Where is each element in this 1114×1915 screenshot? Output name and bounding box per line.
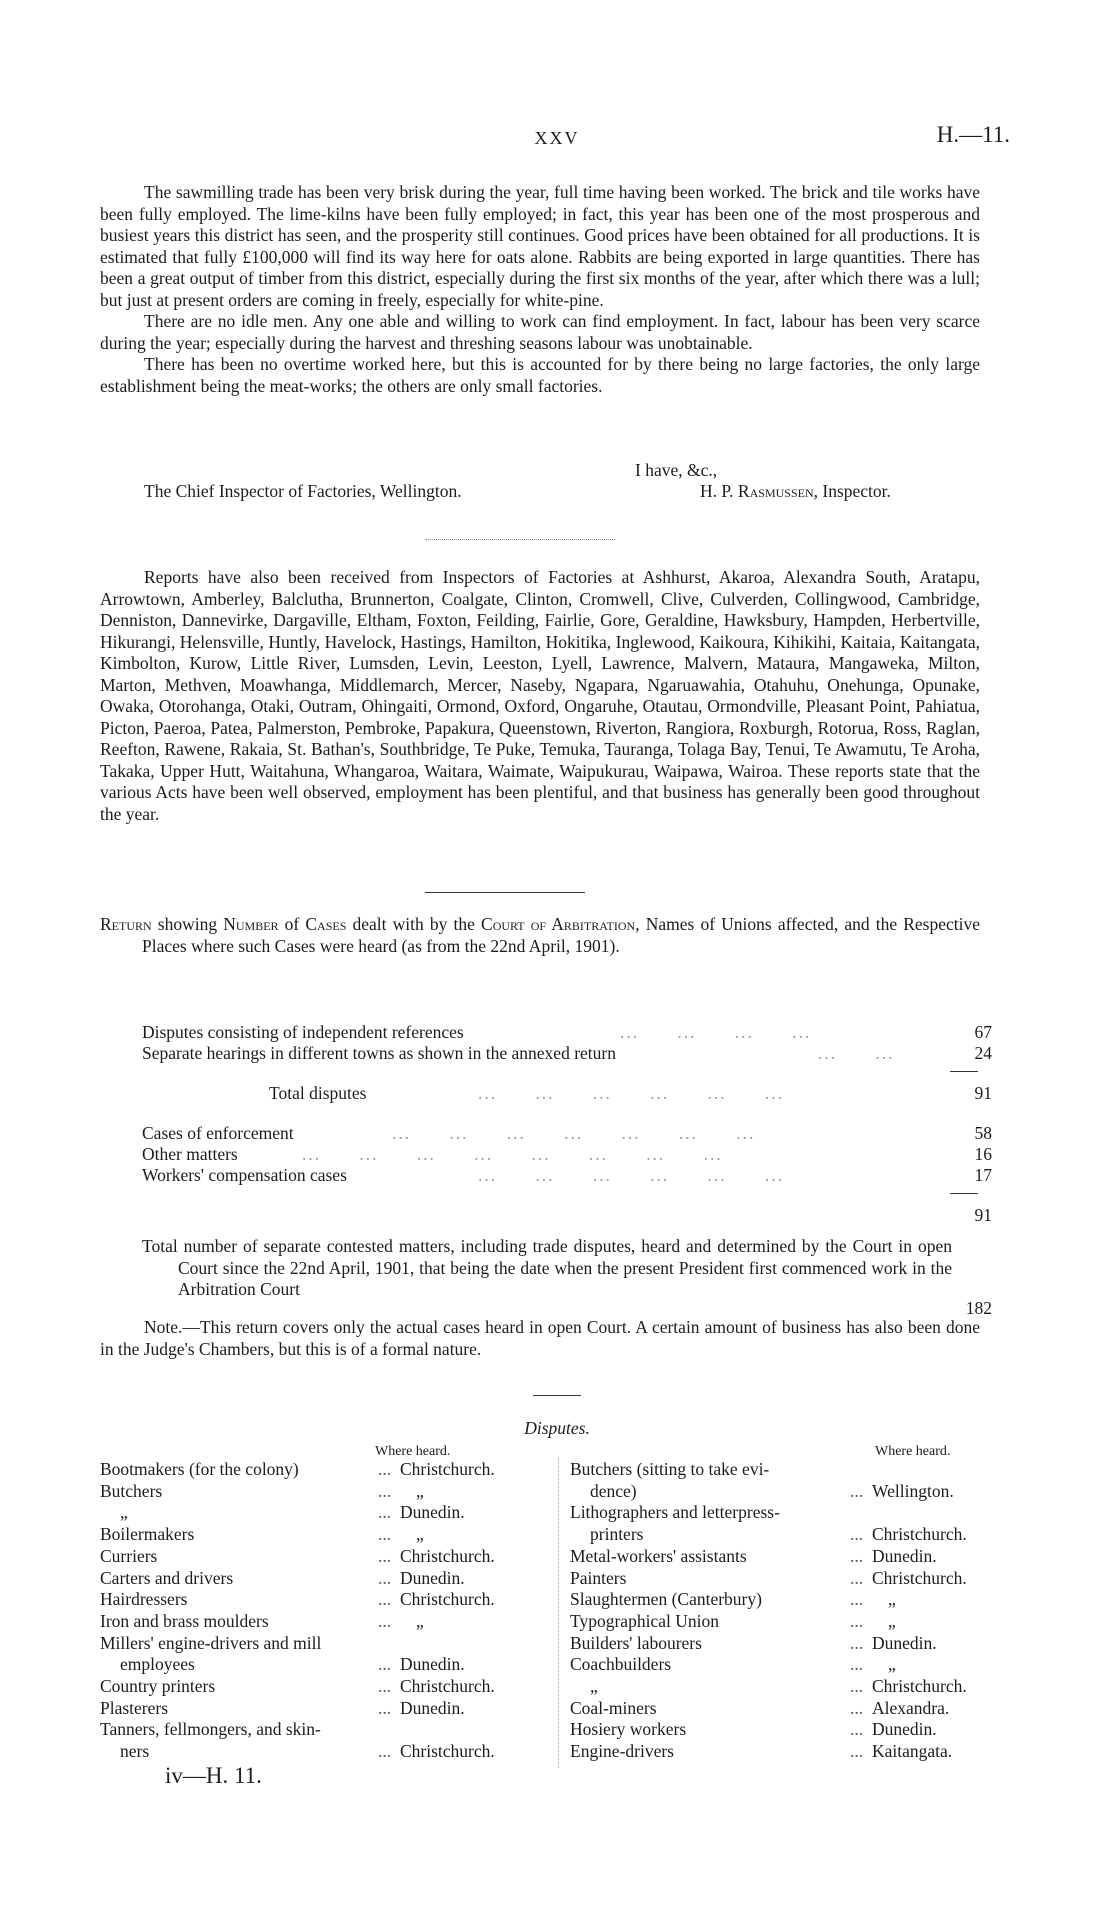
hearing-place: Dunedin.	[872, 1545, 937, 1566]
paragraph-trade: The sawmilling trade has been very brisk during the year, full time having been worked. The brick and tile works have been fully employed. The lime-kilns have been fully employed; in fact, this year has been one of the most prosperous and busiest years this district has seen, and the prosperity still continues. Good prices have been obtained for all productions. It is estimated that fully £100,000 will find its way here for oats alone. Rabbits are being exported in large quantities. There has been a great output of timber from this district, especially during the first six months of the year, after which there was a lull; but just at present orders are coming in freely, especially for white-pine.	[100, 182, 980, 310]
section-divider	[425, 539, 615, 540]
where-heard-header-right: Where heard.	[875, 1444, 951, 1459]
leader-dots: ...	[378, 1589, 392, 1610]
return-row-label: Disputes consisting of independent references	[142, 1022, 464, 1042]
leader-dots: ... ... ... ...	[620, 1022, 812, 1042]
hearing-place: Dunedin.	[872, 1719, 937, 1740]
union-name: „	[590, 1676, 598, 1696]
return-heading-part: showing	[151, 914, 224, 934]
hearing-place: „	[888, 1654, 896, 1675]
leader-dots: ...	[850, 1567, 864, 1588]
union-name: Butchers	[100, 1480, 163, 1501]
hearing-place: „	[416, 1480, 424, 1501]
return-row-label: Cases of enforcement	[142, 1123, 294, 1143]
hearing-place: Christchurch.	[872, 1676, 967, 1696]
union-name: Boilermakers	[100, 1524, 195, 1545]
section-divider	[533, 1395, 581, 1396]
return-row-value: 16	[974, 1144, 992, 1164]
union-name: Curriers	[100, 1545, 158, 1566]
column-divider	[558, 1458, 559, 1768]
where-heard-header-left: Where heard.	[375, 1444, 451, 1459]
leader-dots: ...	[850, 1719, 864, 1740]
leader-dots: ...	[850, 1654, 864, 1675]
union-name: Iron and brass moulders	[100, 1610, 269, 1631]
document-reference: H.—11.	[936, 122, 1010, 147]
union-name: Country printers	[100, 1676, 216, 1696]
union-name: Coachbuilders	[570, 1654, 672, 1675]
leader-dots: ...	[378, 1654, 392, 1675]
inspector-name: H. P. Rasmussen	[700, 481, 814, 501]
return-row	[142, 1165, 992, 1187]
hearing-place: Christchurch.	[400, 1545, 495, 1566]
disputes-title: Disputes.	[524, 1418, 590, 1438]
return-row-label: Other matters	[142, 1144, 238, 1164]
return-heading-part: Cases	[305, 914, 347, 934]
return-row-label: Separate hearings in different towns as shown in the annexed return	[142, 1043, 616, 1063]
leader-dots: ...	[378, 1567, 392, 1588]
closing-salutation: I have, &c.,	[635, 460, 718, 480]
return-heading-part: Return	[100, 914, 152, 934]
return-note	[100, 1317, 980, 1360]
return-row-value: 67	[974, 1022, 992, 1042]
return-row-value: 58	[974, 1123, 992, 1143]
union-name: printers	[590, 1524, 644, 1545]
leader-dots: ...	[378, 1524, 392, 1545]
hearing-place: Dunedin.	[400, 1502, 465, 1523]
return-heading-part: Court of Arbitration	[481, 914, 636, 934]
report-body	[100, 182, 980, 397]
hearing-place: Christchurch.	[400, 1741, 495, 1762]
return-heading-part: , Names of Unions affected, and the Respective Places where such Cases were heard (as from the 22nd April, 1901).	[142, 914, 981, 956]
hearing-place: Dunedin.	[872, 1632, 937, 1653]
union-name: Lithographers and letterpress-	[570, 1502, 780, 1523]
page-number: XXV	[534, 128, 580, 148]
union-name: ners	[120, 1741, 150, 1762]
subtotal-row	[142, 1205, 992, 1227]
union-name: Millers' engine-drivers and mill	[100, 1632, 322, 1653]
return-row	[142, 1123, 992, 1145]
total-contested-label-block	[142, 1236, 952, 1301]
paragraph-labour: There are no idle men. Any one able and willing to work can find employment. In fact, labour has been very scarce during the year; especially during the harvest and threshing seasons labour was unobtainable.	[100, 311, 980, 353]
hearing-place: Christchurch.	[872, 1567, 967, 1588]
leader-dots: ...	[850, 1632, 864, 1653]
leader-dots: ...	[850, 1524, 864, 1545]
union-name: Metal-workers' assistants	[570, 1545, 747, 1566]
subtotal-value: 91	[974, 1205, 992, 1225]
union-name: Plasterers	[100, 1697, 169, 1718]
addressee: The Chief Inspector of Factories, Wellington.	[144, 481, 462, 501]
return-row-value: 24	[974, 1043, 992, 1063]
union-name: Builders' labourers	[570, 1632, 702, 1653]
union-name: Typographical Union	[570, 1610, 719, 1631]
return-row-value: 17	[974, 1165, 992, 1185]
return-heading-part: Number	[223, 914, 279, 934]
hearing-place: Christchurch.	[400, 1676, 495, 1696]
sum-rule	[950, 1193, 978, 1194]
other-reports-paragraph: Reports have also been received from Inspectors of Factories at Ashhurst, Akaroa, Alexandra South, Aratapu, Arrowtown, Amberley, Balclutha, Brunnerton, Coalgate, Clinton, Cromwell, Clive, Culverden, Collingwood, Cambridge, Denniston, Dannevirke, Dargaville, Eltham, Foxton, Feilding, Fairlie, Gore, Geraldine, Hawksbury, Hampden, Herbertville, Hikurangi, Helensville, Huntly, Havelock, Hastings, Hamilton, Hokitika, Inglewood, Kaikoura, Kihikihi, Kaitaia, Kaitangata, Kimbolton, Kurow, Little River, Lumsden, Levin, Leeston, Lyell, Lawrence, Malvern, Mataura, Mangaweka, Milton, Marton, Methven, Moawhanga, Middlemarch, Mercer, Naseby, Ngapara, Ngaruawahia, Otahuhu, Onehunga, Opunake, Owaka, Otorohanga, Otaki, Outram, Ohingaiti, Ormond, Oxford, Ongaruhe, Otautau, Ormondville, Pleasant Point, Pahiatua, Picton, Paeroa, Patea, Palmerston, Pembroke, Papakura, Queenstown, Riverton, Rangiora, Roxburgh, Rotorua, Ross, Raglan, Reefton, Rawene, Rakaia, St. Bathan's, Southbridge, Te Puke, Temuka, Tauranga, Tolaga Bay, Tenui, Te Awamutu, Te Aroha, Takaka, Upper Hutt, Waitahuna, Whangaroa, Waitara, Waimate, Waipukurau, Waipawa, Wairoa. These reports state that the various Acts have been well observed, employment has been plentiful, and that business has generally been good throughout the year.	[100, 567, 980, 824]
hearing-place: Christchurch.	[400, 1589, 495, 1610]
return-row	[142, 1022, 992, 1044]
union-name: dence)	[590, 1480, 637, 1501]
union-name: Slaughtermen (Canterbury)	[570, 1589, 762, 1610]
hearing-place: „	[888, 1589, 896, 1610]
return-row	[142, 1043, 992, 1065]
union-name: employees	[120, 1654, 195, 1675]
leader-dots: ... ... ... ... ... ...	[478, 1083, 784, 1103]
hearing-place: Christchurch.	[400, 1459, 495, 1479]
leader-dots: ...	[850, 1697, 864, 1718]
leader-dots: ...	[378, 1741, 392, 1762]
return-row	[142, 1144, 992, 1166]
hearing-place: Kaitangata.	[872, 1741, 953, 1762]
page-footer: iv—H. 11.	[165, 1763, 262, 1788]
return-row-label: Workers' compensation cases	[142, 1165, 347, 1185]
union-name: Hosiery workers	[570, 1719, 687, 1740]
leader-dots: ...	[850, 1676, 864, 1696]
hearing-place: „	[416, 1524, 424, 1545]
return-heading	[100, 914, 980, 957]
leader-dots: ...	[850, 1545, 864, 1566]
union-name: Coal-miners	[570, 1697, 657, 1718]
leader-dots: ...	[378, 1697, 392, 1718]
return-heading-part: dealt with by the	[346, 914, 482, 934]
union-name: Engine-drivers	[570, 1741, 674, 1762]
leader-dots: ... ... ... ... ... ...	[478, 1165, 784, 1185]
section-divider	[425, 892, 585, 893]
hearing-place: Dunedin.	[400, 1654, 465, 1675]
leader-dots: ...	[378, 1676, 392, 1696]
leader-dots: ...	[850, 1610, 864, 1631]
union-name: Carters and drivers	[100, 1567, 234, 1588]
hearing-place: Dunedin.	[400, 1567, 465, 1588]
note-text: Note.—This return covers only the actual cases heard in open Court. A certain amount of business has also been done in the Judge's Chambers, but this is of a formal nature.	[100, 1317, 980, 1359]
total-contested-value: 182	[965, 1298, 992, 1318]
total-contested-label: Total number of separate contested matters, including trade disputes, heard and determined by the Court in open Court since the 22nd April, 1901, that being the date when the present President first commenced work in the Arbitration Court	[142, 1236, 952, 1299]
leader-dots: ...	[378, 1480, 392, 1501]
signature	[700, 481, 891, 503]
leader-dots: ...	[850, 1480, 864, 1501]
hearing-place: Dunedin.	[400, 1697, 465, 1718]
union-name: Painters	[570, 1567, 627, 1588]
union-name: Tanners, fellmongers, and skin-	[100, 1719, 321, 1740]
inspector-title: , Inspector.	[813, 481, 891, 501]
return-heading-text	[100, 914, 980, 956]
sum-rule	[950, 1071, 978, 1072]
leader-dots: ... ... ... ... ... ... ...	[392, 1123, 756, 1143]
leader-dots: ...	[850, 1589, 864, 1610]
leader-dots: ...	[378, 1610, 392, 1631]
union-name: Bootmakers (for the colony)	[100, 1459, 299, 1479]
total-disputes-label: Total disputes	[269, 1083, 367, 1103]
leader-dots: ...	[378, 1545, 392, 1566]
union-name: Hairdressers	[100, 1589, 188, 1610]
union-name: „	[120, 1502, 128, 1523]
total-disputes-value: 91	[974, 1083, 992, 1103]
hearing-place: „	[888, 1610, 896, 1631]
other-reports-section	[100, 567, 980, 825]
return-heading-part: of	[278, 914, 306, 934]
leader-dots: ...	[850, 1741, 864, 1762]
leader-dots: ... ...	[818, 1043, 895, 1063]
paragraph-overtime: There has been no overtime worked here, but this is accounted for by there being no large factories, the only large establishment being the meat-works; the others are only small factories.	[100, 354, 980, 396]
leader-dots: ...	[378, 1502, 392, 1523]
hearing-place: „	[416, 1610, 424, 1631]
leader-dots: ... ... ... ... ... ... ... ...	[302, 1144, 723, 1164]
union-name: Butchers (sitting to take evi-	[570, 1459, 770, 1479]
hearing-place: Alexandra.	[872, 1697, 950, 1718]
total-disputes-row	[142, 1083, 992, 1105]
hearing-place: Christchurch.	[872, 1524, 967, 1545]
leader-dots: ...	[378, 1459, 392, 1479]
hearing-place: Wellington.	[872, 1480, 954, 1501]
